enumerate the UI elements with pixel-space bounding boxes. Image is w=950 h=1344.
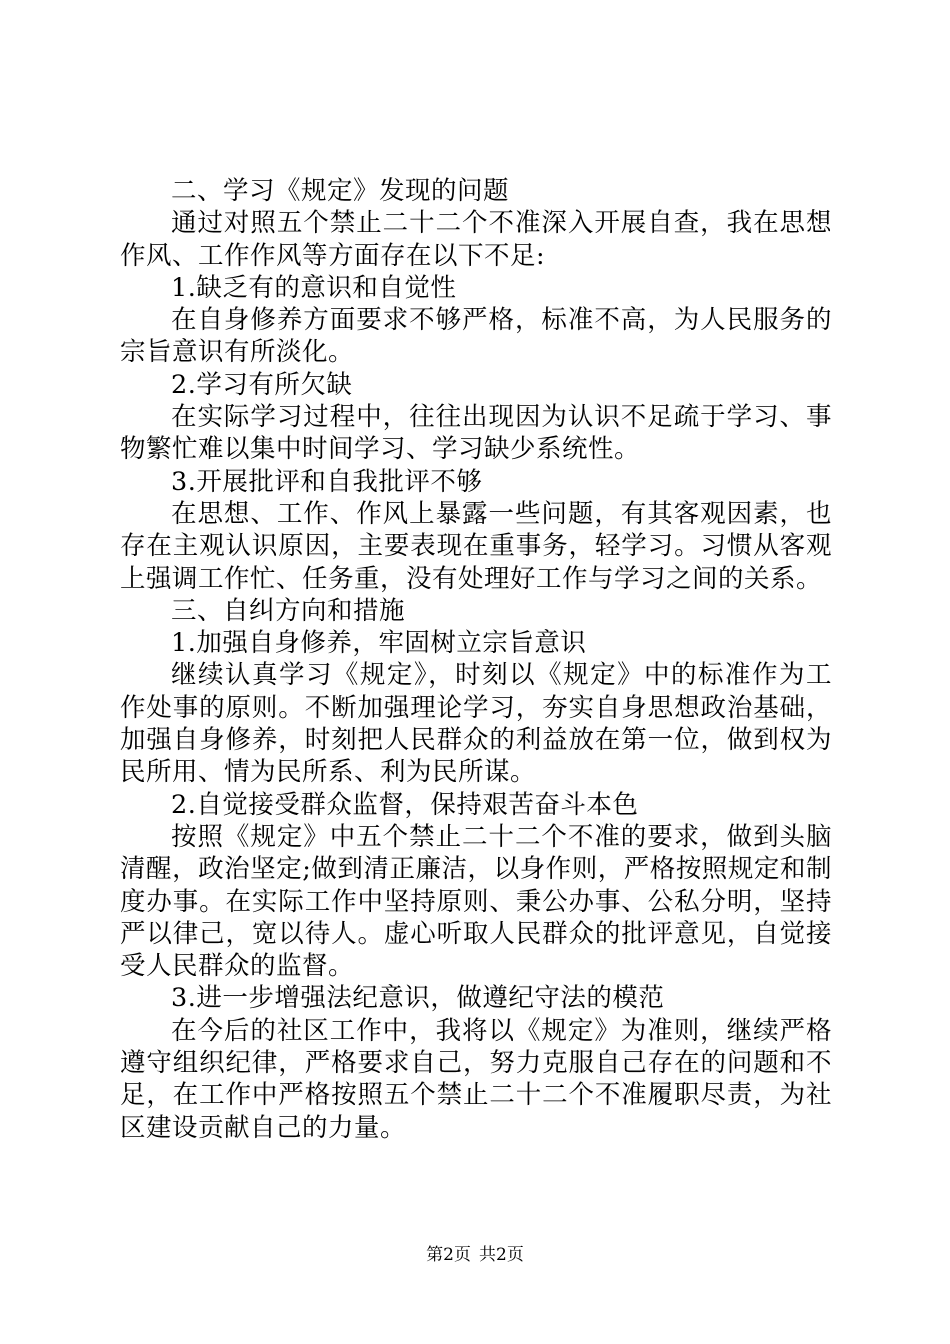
- section-heading-measures: 三、自纠方向和措施: [171, 595, 406, 626]
- body-paragraph: 按照《规定》中五个禁止二十二个不准的要求，做到头脑清醒，政治坚定;做到清正廉洁，以身作则，严格按照规定和制度办事。在实际工作中坚持原则、秉公办事、公私分明，坚持严以律己，宽以待人。虚心听取人民群众的批评意见，自觉接受人民群众的监督。: [120, 821, 832, 982]
- subheading-discipline: 3.进一步增强法纪意识，做遵纪守法的模范: [171, 983, 665, 1014]
- page-footer: [0, 1244, 950, 1266]
- page-number: 第2页: [426, 1245, 471, 1265]
- subheading-supervision: 2.自觉接受群众监督，保持艰苦奋斗本色: [171, 789, 639, 820]
- subheading-criticism: 3.开展批评和自我批评不够: [171, 466, 483, 497]
- subheading-self-cultivation: 1.加强自身修养，牢固树立宗旨意识: [171, 628, 587, 659]
- body-paragraph: 通过对照五个禁止二十二个不准深入开展自查，我在思想作风、工作作风等方面存在以下不足:: [120, 208, 832, 271]
- subheading-study: 2.学习有所欠缺: [171, 369, 353, 400]
- page-total: 共2页: [479, 1245, 524, 1265]
- body-paragraph: 在自身修养方面要求不够严格，标准不高，为人民服务的宗旨意识有所淡化。: [120, 305, 832, 368]
- document-body: [120, 175, 832, 1144]
- body-paragraph: 在实际学习过程中，往往出现因为认识不足疏于学习、事物繁忙难以集中时间学习、学习缺少系统性。: [120, 402, 832, 465]
- section-heading-problems: 二、学习《规定》发现的问题: [171, 176, 510, 206]
- body-paragraph: 在今后的社区工作中，我将以《规定》为准则，继续严格遵守组织纪律，严格要求自己，努力克服自己存在的问题和不足，在工作中严格按照五个禁止二十二个不准履职尽责，为社区建设贡献自己的力量。: [120, 1015, 832, 1143]
- body-paragraph: 在思想、工作、作风上暴露一些问题，有其客观因素，也存在主观认识原因，主要表现在重事务，轻学习。习惯从客观上强调工作忙、任务重，没有处理好工作与学习之间的关系。: [120, 498, 832, 594]
- subheading-awareness: 1.缺乏有的意识和自觉性: [171, 272, 457, 303]
- body-paragraph: 继续认真学习《规定》，时刻以《规定》中的标准作为工作处事的原则。不断加强理论学习，夯实自身思想政治基础，加强自身修养，时刻把人民群众的利益放在第一位，做到权为民所用、情为民所系、利为民所谋。: [120, 660, 832, 788]
